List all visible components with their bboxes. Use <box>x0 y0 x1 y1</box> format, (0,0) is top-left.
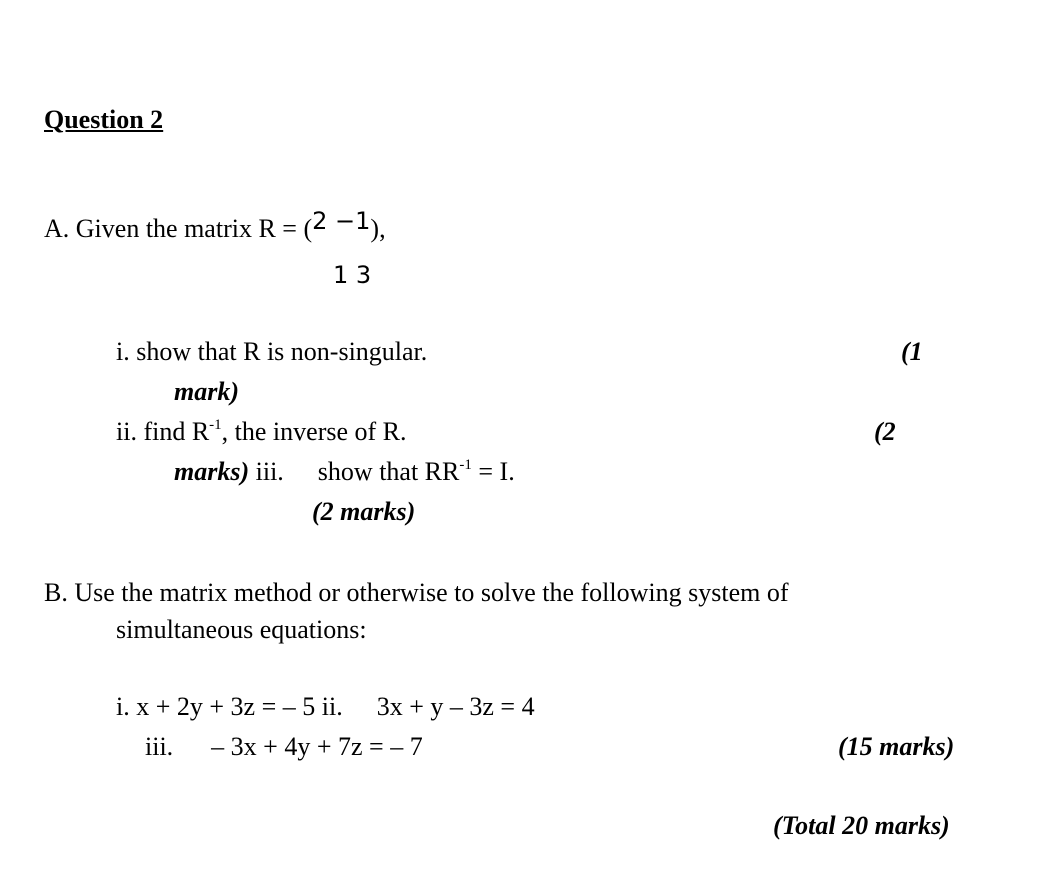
item-i-marks-b: mark) <box>174 377 239 406</box>
equation-iii-num: iii. <box>145 732 174 761</box>
item-ii-post: , the inverse of R. <box>221 417 407 446</box>
part-b-line-1: B. Use the matrix method or otherwise to solve the following system of <box>44 578 789 607</box>
equation-iii: – 3x + 4y + 7z = – 7 <box>211 732 423 761</box>
item-ii-pre: ii. find R <box>116 417 210 446</box>
equations-line-1 <box>116 692 535 722</box>
item-iii-pre: show that RR <box>317 457 460 486</box>
item-ii-marks-b: marks) <box>174 457 250 486</box>
item-ii <box>116 417 407 447</box>
matrix-row-2: 1 3 <box>333 261 372 289</box>
part-a-intro <box>44 207 386 244</box>
item-ii-marks-a: (2 <box>874 417 896 446</box>
item-iii-superscript: -1 <box>459 457 472 474</box>
item-i-marks-a: (1 <box>901 337 923 366</box>
question-title: Question 2 <box>44 105 164 134</box>
part-a-intro-text: A. Given the matrix R = ( <box>44 214 313 243</box>
item-i: i. show that R is non-singular. <box>116 337 428 366</box>
matrix-row-1: 2 −1 <box>312 207 371 235</box>
item-iii-marks: (2 marks) <box>312 497 416 526</box>
item-iii-num: iii. <box>255 457 284 486</box>
equations-line-2 <box>145 732 423 762</box>
inverse-superscript: -1 <box>209 417 222 434</box>
total-marks: (Total 20 marks) <box>773 811 950 840</box>
matrix-close: ), <box>370 214 386 243</box>
equation-ii: 3x + y – 3z = 4 <box>376 692 535 721</box>
part-b-line-2: simultaneous equations: <box>116 615 367 644</box>
item-ii-iii-line <box>174 457 515 487</box>
equation-i: i. x + 2y + 3z = – 5 ii. <box>116 692 343 721</box>
item-iii-post: = I. <box>471 457 515 486</box>
part-b-marks: (15 marks) <box>838 732 955 761</box>
